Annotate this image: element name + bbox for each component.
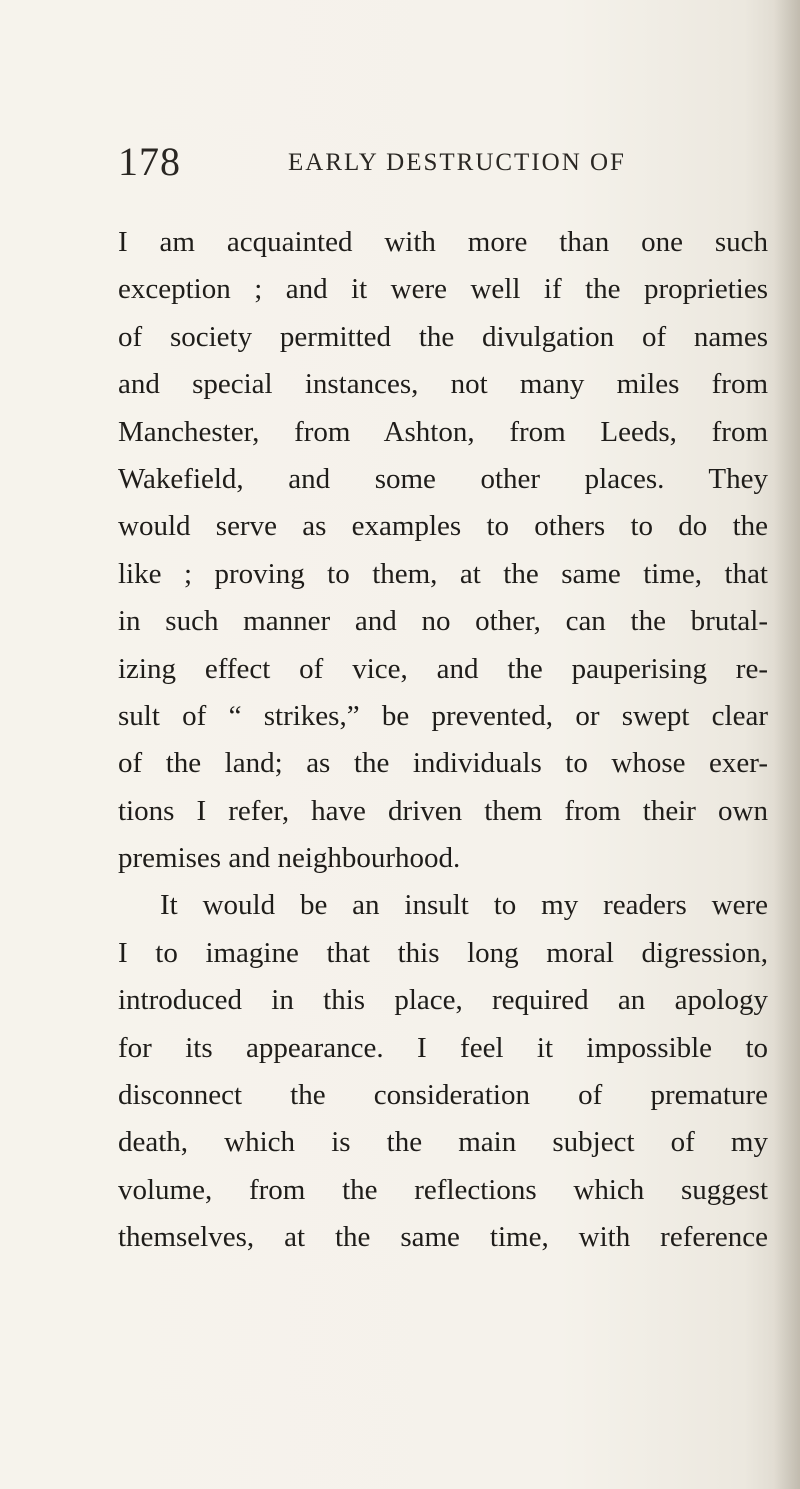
- running-head: EARLY DESTRUCTION OF: [288, 149, 626, 176]
- text-line: would serve as examples to others to do the: [118, 510, 768, 543]
- text-line: and special instances, not many miles from: [118, 368, 768, 401]
- page-header: [118, 140, 718, 184]
- text-line: exception ; and it were well if the proprieties: [118, 273, 768, 306]
- text-line: Manchester, from Ashton, from Leeds, from: [118, 415, 768, 448]
- text-line: I am acquainted with more than one such: [118, 226, 768, 258]
- paragraph-start-line: It would be an insult to my readers were: [160, 889, 768, 922]
- page-edge-shadow: [774, 0, 800, 1489]
- text-line: disconnect the consideration of premature: [118, 1079, 768, 1112]
- text-line: I to imagine that this long moral digression,: [118, 936, 768, 969]
- text-line: introduced in this place, required an apology: [118, 984, 768, 1017]
- page-number: 178: [118, 139, 181, 184]
- text-line: for its appearance. I feel it impossible to: [118, 1031, 768, 1064]
- text-line: tions I refer, have driven them from their own: [118, 794, 768, 827]
- text-line: Wakefield, and some other places. They: [118, 462, 768, 495]
- text-line: of society permitted the divulgation of names: [118, 320, 768, 353]
- text-line: like ; proving to them, at the same time, that: [118, 557, 768, 590]
- text-line: of the land; as the individuals to whose exer-: [118, 747, 768, 780]
- text-line: in such manner and no other, can the brutal-: [118, 605, 768, 638]
- body-text: [118, 219, 768, 1262]
- text-line: sult of “ strikes,” be prevented, or swept clear: [118, 699, 768, 732]
- paragraph-end-line: premises and neighbourhood.: [118, 842, 461, 875]
- text-line: death, which is the main subject of my: [118, 1126, 768, 1159]
- text-line: volume, from the reflections which suggest: [118, 1173, 768, 1206]
- text-line: themselves, at the same time, with reference: [118, 1221, 768, 1254]
- text-line: izing effect of vice, and the pauperising re-: [118, 652, 768, 685]
